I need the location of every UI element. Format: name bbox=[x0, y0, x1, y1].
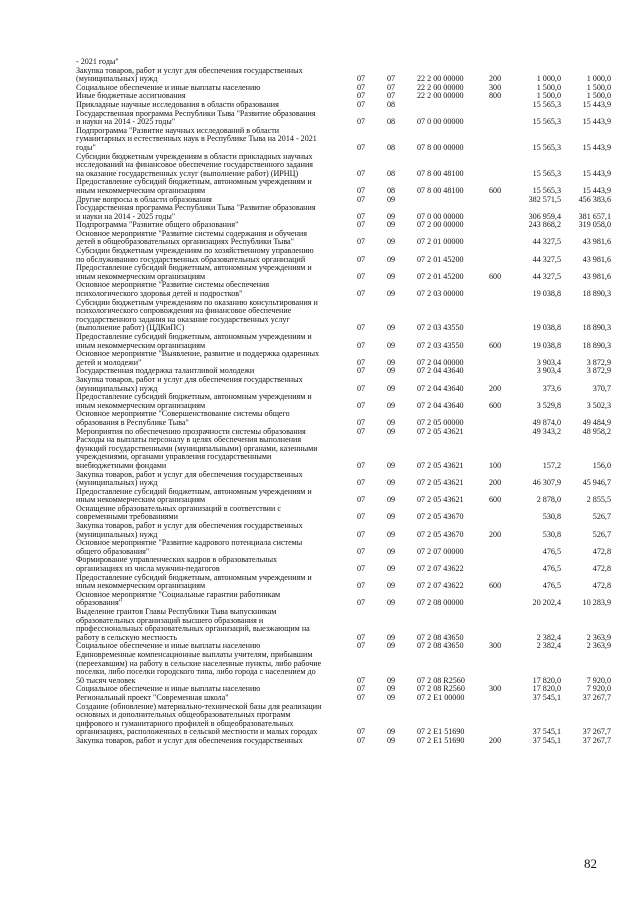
expense-type-code: 600 bbox=[489, 581, 502, 591]
line-item-name: Социальное обеспечение и иные выплаты населению bbox=[76, 684, 261, 694]
line-item-name: Прикладные научные исследования в области образования bbox=[76, 99, 279, 109]
subsection-code: 09 bbox=[387, 211, 396, 221]
subsection-code: 09 bbox=[387, 495, 396, 505]
section-code: 07 bbox=[357, 641, 366, 651]
amount-year-1: 2 382,4 bbox=[536, 641, 561, 651]
line-item-name: Создание (обновление) материально-технической базы для реализации основных и дополнительных общеобразовательных программ цифрового и гуманитарного профилей в общеобразовательных организациях, расположенных в сельской местности и малых городах bbox=[76, 701, 322, 737]
line-item-name: Единовременные компенсационные выплаты учителям, прибывшим (переехавшим) на работу в сельские населенные пункты, либо рабочие поселки, либо поселки городского типа, либо города с населением до 50 тысяч человек bbox=[76, 649, 322, 685]
amount-year-1: 15 565,3 bbox=[532, 117, 561, 127]
line-item-name: Оснащение образовательных организаций в соответствии с современными требованиями bbox=[76, 503, 281, 522]
amount-year-2: 319 058,0 bbox=[578, 220, 611, 230]
amount-year-1: 306 959,4 bbox=[528, 211, 561, 221]
subsection-code: 07 bbox=[387, 82, 396, 92]
expense-type-code: 600 bbox=[489, 495, 502, 505]
table-row bbox=[76, 153, 616, 179]
line-item-name: Закупка товаров, работ и услуг для обеспечения государственных bbox=[76, 735, 303, 745]
section-code: 07 bbox=[357, 82, 366, 92]
line-item-name: Подпрограмма "Развитие общего образования" bbox=[76, 220, 239, 230]
line-item-name: Предоставление субсидий бюджетным, автономным учреждениям и иным некоммерческим организациям bbox=[76, 572, 312, 591]
subsection-code: 09 bbox=[387, 366, 396, 376]
amount-year-2: 43 981,6 bbox=[582, 271, 611, 281]
target-article-code: 07 8 00 00000 bbox=[417, 142, 464, 152]
amount-year-1: 49 343,2 bbox=[532, 426, 561, 436]
section-code: 07 bbox=[357, 684, 366, 694]
amount-year-2: 18 890,3 bbox=[582, 323, 611, 333]
amount-year-2: 18 890,3 bbox=[582, 340, 611, 350]
table-row bbox=[76, 127, 616, 153]
subsection-code: 09 bbox=[387, 426, 396, 436]
line-item-name: Закупка товаров, работ и услуг для обеспечения государственных (муниципальных) нужд bbox=[76, 65, 303, 84]
amount-year-2: 156,0 bbox=[592, 460, 611, 470]
table-row bbox=[76, 350, 616, 367]
amount-year-2: 15 443,9 bbox=[582, 168, 611, 178]
table-row bbox=[76, 522, 616, 539]
line-item-name: Социальное обеспечение и иные выплаты населению bbox=[76, 82, 261, 92]
table-row bbox=[76, 178, 616, 195]
line-item-name: Основное мероприятие "Выявление, развитие и поддержка одаренных детей и молодежи" bbox=[76, 349, 320, 367]
table-row bbox=[76, 703, 616, 737]
amount-year-1: 44 327,5 bbox=[532, 271, 561, 281]
line-item-name: Региональный проект "Современная школа" bbox=[76, 692, 229, 702]
amount-year-1: 19 038,8 bbox=[532, 289, 561, 299]
target-article-code: 07 2 01 45200 bbox=[417, 254, 464, 264]
target-article-code: 07 2 07 00000 bbox=[417, 546, 464, 556]
target-article-code: 07 2 03 43550 bbox=[417, 323, 464, 333]
amount-year-2: 37 267,7 bbox=[582, 692, 611, 702]
line-item-name: - 2021 годы" bbox=[76, 57, 119, 66]
amount-year-2: 15 443,9 bbox=[582, 142, 611, 152]
section-code: 07 bbox=[357, 581, 366, 591]
section-code: 07 bbox=[357, 529, 366, 539]
section-code: 07 bbox=[357, 692, 366, 702]
subsection-code: 09 bbox=[387, 632, 396, 642]
subsection-code: 09 bbox=[387, 220, 396, 230]
amount-year-1: 476,5 bbox=[542, 581, 561, 591]
subsection-code: 07 bbox=[387, 74, 396, 84]
section-code: 07 bbox=[357, 426, 366, 436]
amount-year-1: 382 571,5 bbox=[528, 194, 561, 204]
section-code: 07 bbox=[357, 271, 366, 281]
amount-year-1: 3 903,4 bbox=[536, 357, 561, 367]
target-article-code: 07 8 00 48100 bbox=[417, 185, 464, 195]
amount-year-1: 19 038,8 bbox=[532, 323, 561, 333]
line-item-name: Основное мероприятие "Социальные гарантии работникам образования" bbox=[76, 589, 281, 608]
expense-type-code: 300 bbox=[489, 82, 502, 92]
amount-year-2: 370,7 bbox=[592, 383, 611, 393]
line-item-name: Закупка товаров, работ и услуг для обеспечения государственных (муниципальных) нужд bbox=[76, 521, 303, 539]
target-article-code: 22 2 00 00000 bbox=[417, 82, 464, 92]
target-article-code: 07 2 07 43622 bbox=[417, 564, 464, 574]
table-row bbox=[76, 333, 616, 350]
target-article-code: 07 2 E1 51690 bbox=[417, 735, 465, 745]
subsection-code: 09 bbox=[387, 675, 396, 685]
target-article-code: 07 8 00 48100 bbox=[417, 168, 464, 178]
amount-year-1: 15 565,3 bbox=[532, 99, 561, 109]
subsection-code: 09 bbox=[387, 289, 396, 299]
table-row bbox=[76, 247, 616, 264]
amount-year-1: 476,5 bbox=[542, 546, 561, 556]
line-item-name: Закупка товаров, работ и услуг для обеспечения государственных (муниципальных) нужд bbox=[76, 374, 303, 393]
target-article-code: 07 2 05 43621 bbox=[417, 495, 464, 505]
subsection-code: 09 bbox=[387, 546, 396, 556]
amount-year-1: 530,8 bbox=[542, 529, 561, 539]
section-code: 07 bbox=[357, 289, 366, 299]
table-row bbox=[76, 505, 616, 522]
amount-year-2: 37 267,7 bbox=[582, 727, 611, 737]
amount-year-2: 37 267,7 bbox=[582, 735, 611, 745]
table-row bbox=[76, 67, 616, 84]
amount-year-2: 3 872,9 bbox=[586, 366, 611, 376]
line-item-name: Расходы на выплаты персоналу в целях обеспечения выполнения функций государственными (муниципальными) органами, казенными учреждениями, органами управления государственными внебюджетными фондами bbox=[76, 435, 318, 470]
target-article-code: 07 2 04 43640 bbox=[417, 383, 464, 393]
amount-year-2: 15 443,9 bbox=[582, 99, 611, 109]
section-code: 07 bbox=[357, 99, 366, 109]
amount-year-2: 2 855,5 bbox=[586, 495, 611, 505]
amount-year-2: 3 872,9 bbox=[586, 357, 611, 367]
target-article-code: 07 2 04 00000 bbox=[417, 357, 464, 367]
amount-year-2: 7 920,0 bbox=[586, 684, 611, 694]
amount-year-1: 17 820,0 bbox=[532, 675, 561, 685]
expense-type-code: 200 bbox=[489, 529, 502, 539]
subsection-code: 09 bbox=[387, 641, 396, 651]
target-article-code: 07 2 E1 00000 bbox=[417, 692, 465, 702]
section-code: 07 bbox=[357, 237, 366, 247]
subsection-code: 09 bbox=[387, 581, 396, 591]
table-row bbox=[76, 281, 616, 298]
line-item-name: Субсидии бюджетным учреждениям в области прикладных научных исследований на финансовое обеспечение государственного задания на оказание государственных услуг (выполнение работ) (ИРНЦ) bbox=[76, 151, 314, 178]
line-item-name: Предоставление субсидий бюджетным, автономным учреждениям и иным некоммерческим организациям bbox=[76, 486, 312, 505]
target-article-code: 07 2 04 43640 bbox=[417, 366, 464, 376]
target-article-code: 07 2 05 43621 bbox=[417, 426, 464, 436]
target-article-code: 07 2 03 00000 bbox=[417, 289, 464, 299]
line-item-name: Предоставление субсидий бюджетным, автономным учреждениям и иным некоммерческим организациям bbox=[76, 177, 312, 195]
amount-year-2: 472,8 bbox=[592, 581, 611, 591]
section-code: 07 bbox=[357, 478, 366, 488]
page-number: 82 bbox=[584, 856, 597, 871]
amount-year-2: 10 283,9 bbox=[582, 598, 611, 608]
amount-year-1: 476,5 bbox=[542, 564, 561, 574]
section-code: 07 bbox=[357, 117, 366, 127]
line-item-name: Субсидии бюджетным учреждениям по оказанию консультирования и психологического сопровождения на финансовое обеспечение государственного задания на оказание государственных услуг (выполнение работ) (ЦДКиПС) bbox=[76, 297, 318, 333]
amount-year-1: 1 000,0 bbox=[536, 74, 561, 84]
target-article-code: 07 2 01 00000 bbox=[417, 237, 464, 247]
line-item-name: Предоставление субсидий бюджетным, автономным учреждениям и иным некоммерческим организациям bbox=[76, 263, 312, 281]
table-row bbox=[76, 737, 616, 746]
line-item-name: Выделение грантов Главы Республики Тыва выпускникам образовательных организаций высшего образования и профессиональных образовательных организаций, выезжающим на работу в сельскую местность bbox=[76, 607, 310, 642]
target-article-code: 07 2 05 43621 bbox=[417, 460, 464, 470]
table-row bbox=[76, 471, 616, 488]
table-row bbox=[76, 539, 616, 556]
line-item-name: Другие вопросы в области образования bbox=[76, 194, 212, 204]
amount-year-1: 1 500,0 bbox=[536, 91, 561, 101]
section-code: 07 bbox=[357, 495, 366, 505]
amount-year-1: 15 565,3 bbox=[532, 168, 561, 178]
section-code: 07 bbox=[357, 546, 366, 556]
line-item-name: Предоставление субсидий бюджетным, автономным учреждениям и иным некоммерческим организациям bbox=[76, 392, 312, 410]
target-article-code: 22 2 00 00000 bbox=[417, 91, 464, 101]
amount-year-1: 19 038,8 bbox=[532, 340, 561, 350]
expense-type-code: 600 bbox=[489, 400, 502, 410]
table-row bbox=[76, 393, 616, 410]
subsection-code: 08 bbox=[387, 168, 396, 178]
amount-year-1: 37 545,1 bbox=[532, 692, 561, 702]
expense-type-code: 600 bbox=[489, 271, 502, 281]
amount-year-1: 3 903,4 bbox=[536, 366, 561, 376]
amount-year-1: 17 820,0 bbox=[532, 684, 561, 694]
section-code: 07 bbox=[357, 194, 366, 204]
table-row bbox=[76, 651, 616, 685]
amount-year-1: 37 545,1 bbox=[532, 735, 561, 745]
subsection-code: 09 bbox=[387, 727, 396, 737]
amount-year-2: 49 484,9 bbox=[582, 417, 611, 427]
amount-year-1: 157,2 bbox=[542, 460, 561, 470]
amount-year-2: 15 443,9 bbox=[582, 117, 611, 127]
expense-type-code: 800 bbox=[489, 91, 502, 101]
section-code: 07 bbox=[357, 185, 366, 195]
line-item-name: Государственная программа Республики Тыва "Развитие образования и науки на 2014 - 2025 годы" bbox=[76, 203, 316, 221]
subsection-code: 09 bbox=[387, 340, 396, 350]
section-code: 07 bbox=[357, 675, 366, 685]
target-article-code: 07 2 07 43622 bbox=[417, 581, 464, 591]
expense-type-code: 200 bbox=[489, 383, 502, 393]
section-code: 07 bbox=[357, 512, 366, 522]
subsection-code: 09 bbox=[387, 598, 396, 608]
table-row bbox=[76, 608, 616, 642]
line-item-name: Основное мероприятие "Совершенствование системы общего образования в Республике Тыва" bbox=[76, 409, 290, 427]
table-row bbox=[76, 488, 616, 505]
section-code: 07 bbox=[357, 357, 366, 367]
amount-year-1: 15 565,3 bbox=[532, 185, 561, 195]
line-item-name: Закупка товаров, работ и услуг для обеспечения государственных (муниципальных) нужд bbox=[76, 469, 303, 488]
subsection-code: 09 bbox=[387, 529, 396, 539]
table-row bbox=[76, 299, 616, 333]
section-code: 07 bbox=[357, 400, 366, 410]
subsection-code: 09 bbox=[387, 383, 396, 393]
table-row bbox=[76, 591, 616, 608]
subsection-code: 09 bbox=[387, 684, 396, 694]
section-code: 07 bbox=[357, 417, 366, 427]
table-row bbox=[76, 436, 616, 470]
section-code: 07 bbox=[357, 340, 366, 350]
amount-year-2: 1 500,0 bbox=[586, 91, 611, 101]
line-item-name: Государственная программа Республики Тыва "Развитие образования и науки на 2014 - 2025 годы" bbox=[76, 108, 316, 127]
amount-year-1: 44 327,5 bbox=[532, 254, 561, 264]
amount-year-1: 243 868,2 bbox=[528, 220, 561, 230]
amount-year-2: 48 958,2 bbox=[582, 426, 611, 436]
line-item-name: Формирование управленческих кадров в образовательных организациях из числа мужчин-педагогов bbox=[76, 555, 278, 574]
target-article-code: 07 2 05 00000 bbox=[417, 417, 464, 427]
amount-year-1: 1 500,0 bbox=[536, 82, 561, 92]
section-code: 07 bbox=[357, 91, 366, 101]
target-article-code: 22 2 00 00000 bbox=[417, 74, 464, 84]
subsection-code: 09 bbox=[387, 237, 396, 247]
amount-year-1: 37 545,1 bbox=[532, 727, 561, 737]
amount-year-2: 472,8 bbox=[592, 546, 611, 556]
line-item-name: Мероприятия по обеспечению прозрачности системы образования bbox=[76, 426, 306, 436]
section-code: 07 bbox=[357, 211, 366, 221]
budget-table bbox=[76, 58, 616, 746]
target-article-code: 07 2 01 45200 bbox=[417, 271, 464, 281]
subsection-code: 09 bbox=[387, 357, 396, 367]
expense-type-code: 200 bbox=[489, 478, 502, 488]
section-code: 07 bbox=[357, 142, 366, 152]
expense-type-code: 100 bbox=[489, 460, 502, 470]
subsection-code: 07 bbox=[387, 91, 396, 101]
section-code: 07 bbox=[357, 74, 366, 84]
subsection-code: 09 bbox=[387, 735, 396, 745]
target-article-code: 07 2 08 00000 bbox=[417, 598, 464, 608]
section-code: 07 bbox=[357, 632, 366, 642]
target-article-code: 07 0 00 00000 bbox=[417, 211, 464, 221]
amount-year-2: 472,8 bbox=[592, 564, 611, 574]
subsection-code: 08 bbox=[387, 117, 396, 127]
line-item-name: Подпрограмма "Развитие научных исследований в области гуманитарных и естественных наук в Республике Тыва на 2014 - 2021 годы" bbox=[76, 125, 317, 152]
amount-year-2: 2 363,9 bbox=[586, 641, 611, 651]
subsection-code: 08 bbox=[387, 185, 396, 195]
table-row bbox=[76, 230, 616, 247]
line-item-name: Иные бюджетные ассигнования bbox=[76, 91, 186, 101]
target-article-code: 07 2 04 43640 bbox=[417, 400, 464, 410]
amount-year-2: 526,7 bbox=[592, 512, 611, 522]
amount-year-1: 44 327,5 bbox=[532, 237, 561, 247]
section-code: 07 bbox=[357, 323, 366, 333]
amount-year-2: 43 981,6 bbox=[582, 254, 611, 264]
table-row bbox=[76, 410, 616, 427]
subsection-code: 09 bbox=[387, 323, 396, 333]
amount-year-2: 381 657,1 bbox=[578, 211, 611, 221]
section-code: 07 bbox=[357, 366, 366, 376]
subsection-code: 09 bbox=[387, 460, 396, 470]
subsection-code: 09 bbox=[387, 417, 396, 427]
expense-type-code: 200 bbox=[489, 74, 502, 84]
amount-year-1: 49 874,0 bbox=[532, 417, 561, 427]
subsection-code: 09 bbox=[387, 478, 396, 488]
table-row bbox=[76, 556, 616, 573]
amount-year-1: 2 878,0 bbox=[536, 495, 561, 505]
amount-year-1: 530,8 bbox=[542, 512, 561, 522]
target-article-code: 07 2 00 00000 bbox=[417, 220, 464, 230]
amount-year-2: 18 890,3 bbox=[582, 289, 611, 299]
section-code: 07 bbox=[357, 220, 366, 230]
subsection-code: 09 bbox=[387, 564, 396, 574]
amount-year-2: 1 500,0 bbox=[586, 82, 611, 92]
amount-year-2: 456 383,6 bbox=[578, 194, 611, 204]
subsection-code: 09 bbox=[387, 400, 396, 410]
target-article-code: 07 2 03 43550 bbox=[417, 340, 464, 350]
target-article-code: 07 2 08 43650 bbox=[417, 632, 464, 642]
subsection-code: 08 bbox=[387, 99, 396, 109]
line-item-name: Основное мероприятие "Развитие системы обеспечения психологического здоровья детей и подростков" bbox=[76, 280, 270, 299]
section-code: 07 bbox=[357, 735, 366, 745]
target-article-code: 07 2 08 43650 bbox=[417, 641, 464, 651]
section-code: 07 bbox=[357, 383, 366, 393]
expense-type-code: 300 bbox=[489, 641, 502, 651]
line-item-name: Основное мероприятие "Развитие системы содержания и обучения детей в общеобразовательных организациях Республики Тыва" bbox=[76, 228, 307, 247]
line-item-name: Субсидии бюджетным учреждениям по хозяйственному управлению по обслуживанию государственных образовательных организаций bbox=[76, 246, 314, 264]
line-item-name: Государственная поддержка талантливой молодежи bbox=[76, 366, 255, 376]
target-article-code: 07 0 00 00000 bbox=[417, 117, 464, 127]
table-row bbox=[76, 204, 616, 221]
target-article-code: 07 2 E1 51690 bbox=[417, 727, 465, 737]
section-code: 07 bbox=[357, 564, 366, 574]
amount-year-2: 43 981,6 bbox=[582, 237, 611, 247]
amount-year-1: 15 565,3 bbox=[532, 142, 561, 152]
section-code: 07 bbox=[357, 168, 366, 178]
amount-year-1: 46 307,9 bbox=[532, 478, 561, 488]
target-article-code: 07 2 08 R2560 bbox=[417, 675, 465, 685]
amount-year-2: 15 443,9 bbox=[582, 185, 611, 195]
line-item-name: Социальное обеспечение и иные выплаты населению bbox=[76, 641, 261, 651]
amount-year-1: 20 202,4 bbox=[532, 598, 561, 608]
amount-year-2: 2 363,9 bbox=[586, 632, 611, 642]
subsection-code: 09 bbox=[387, 692, 396, 702]
table-row bbox=[76, 110, 616, 127]
table-row bbox=[76, 574, 616, 591]
target-article-code: 07 2 05 43621 bbox=[417, 478, 464, 488]
section-code: 07 bbox=[357, 598, 366, 608]
section-code: 07 bbox=[357, 460, 366, 470]
amount-year-2: 7 920,0 bbox=[586, 675, 611, 685]
target-article-code: 07 2 05 43670 bbox=[417, 512, 464, 522]
amount-year-2: 1 000,0 bbox=[586, 74, 611, 84]
line-item-name: Основное мероприятие "Развитие кадрового потенциала системы общего образования" bbox=[76, 538, 303, 556]
subsection-code: 09 bbox=[387, 194, 396, 204]
expense-type-code: 600 bbox=[489, 185, 502, 195]
table-row bbox=[76, 376, 616, 393]
amount-year-2: 45 946,7 bbox=[582, 478, 611, 488]
section-code: 07 bbox=[357, 254, 366, 264]
expense-type-code: 200 bbox=[489, 735, 502, 745]
amount-year-2: 3 502,3 bbox=[586, 400, 611, 410]
expense-type-code: 600 bbox=[489, 340, 502, 350]
line-item-name: Предоставление субсидий бюджетным, автономным учреждениям и иным некоммерческим организациям bbox=[76, 332, 312, 350]
amount-year-1: 3 529,8 bbox=[536, 400, 561, 410]
target-article-code: 07 2 08 R2560 bbox=[417, 684, 465, 694]
table-row bbox=[76, 264, 616, 281]
amount-year-1: 2 382,4 bbox=[536, 632, 561, 642]
subsection-code: 09 bbox=[387, 254, 396, 264]
target-article-code: 07 2 05 43670 bbox=[417, 529, 464, 539]
subsection-code: 08 bbox=[387, 142, 396, 152]
expense-type-code: 300 bbox=[489, 684, 502, 694]
amount-year-2: 526,7 bbox=[592, 529, 611, 539]
subsection-code: 09 bbox=[387, 512, 396, 522]
amount-year-1: 373,6 bbox=[542, 383, 561, 393]
section-code: 07 bbox=[357, 727, 366, 737]
subsection-code: 09 bbox=[387, 271, 396, 281]
